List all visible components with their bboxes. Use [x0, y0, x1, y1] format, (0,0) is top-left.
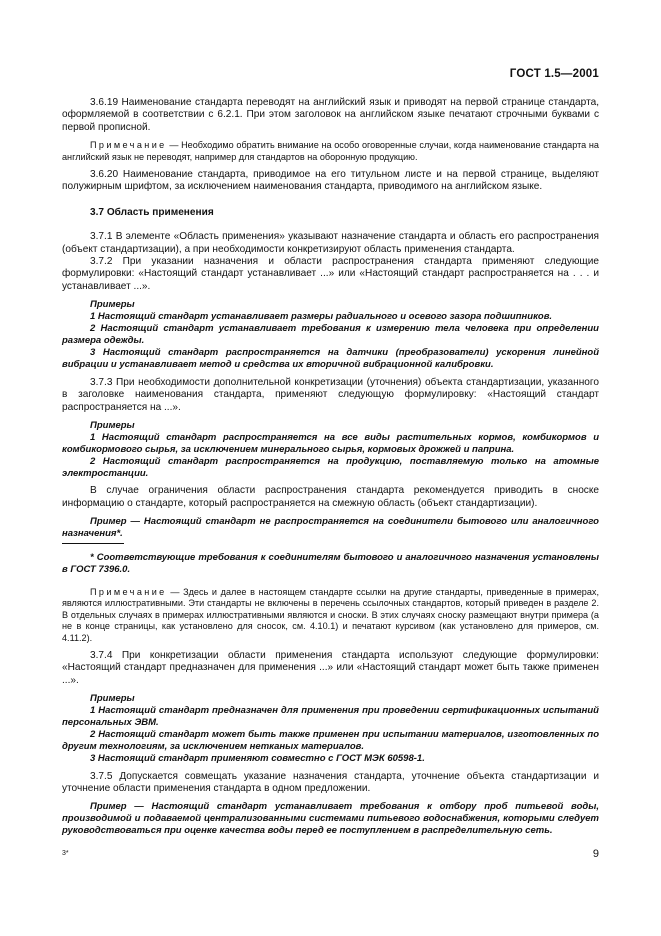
footer-mark: 3*	[62, 850, 69, 857]
example-item: 3 Настоящий стандарт применяют совместно с ГОСТ МЭК 60598-1.	[90, 752, 425, 764]
example-item: 2 Настоящий стандарт устанавливает требования к измерению тела человека при определении размера одежды.	[62, 323, 599, 346]
example-single: Пример — Настоящий стандарт не распространяется на соединители бытового или аналогичного назначения*.	[62, 516, 599, 540]
example-item: 1 Настоящий стандарт предназначен для применения при проведении сертификационных испытаний персональных ЭВМ.	[62, 705, 599, 728]
paragraph-3-7-2: 3.7.2 При указании назначения и области распространения стандарта применяют следующие формулировки: «Настоящий стандарт устанавливает ...» или «Настоящий стандарт распространяется на . . . и устанавливает ...».	[62, 256, 599, 292]
note-text: — Здесь и далее в настоящем стандарте ссылки на другие стандарты, приведенные в примерах, являются иллюстративными. Эти стандарты не включены в перечень ссылочных стандартов, который приведен в разделе 2. В отдельных случаях в примерах иллюстративными являются и сноски. В этих случаях сноску размещают внутри примера (а не в конце страницы, как установлено для сносок, см. 4.10.1) и печатают курсивом (как установлено для примеров, см. 4.11.2).	[62, 586, 599, 643]
page-number: 9	[592, 848, 599, 860]
standard-code-header: ГОСТ 1.5—2001	[509, 68, 599, 80]
paragraph-3-7-3: 3.7.3 При необходимости дополнительной конкретизации (уточнения) объекта стандартизации, указанного в заголовке наименования стандарта, применяют следующую формулировку: «Настоящий стандарт распространяется на ...».	[62, 376, 599, 413]
example-item: 2 Настоящий стандарт может быть также применен при испытании материалов, изготовленных по другим технологиям, за исключением нетканых материалов.	[62, 728, 599, 752]
paragraph-3-7-4: 3.7.4 При конкретизации области применения стандарта используют следующие формулировки: «Настоящий стандарт предназначен для применения ...» или «Настоящий стандарт может быть также применен ...».	[62, 649, 599, 686]
examples-heading: Примеры	[90, 299, 135, 311]
example-item: 1 Настоящий стандарт устанавливает размеры радиального и осевого зазора подшипников.	[90, 311, 553, 323]
note-text: — Необходимо обратить внимание на особо оговоренные случаи, когда наименование стандарта на английский язык не переводят, например для стандартов на оборонную продукцию.	[62, 140, 599, 162]
note-1	[62, 140, 599, 163]
note-label: Примечание	[90, 140, 167, 151]
footnote-divider	[62, 543, 124, 544]
footnote: * Соответствующие требования к соединителям бытового и аналогичного назначения установлены в ГОСТ 7396.0.	[62, 552, 599, 575]
example-item: 2 Настоящий стандарт распространяется на продукцию, поставляемую только на атомные электростанции.	[62, 455, 599, 479]
example-single: Пример — Настоящий стандарт устанавливает требования к отбору проб питьевой воды, производимой и подаваемой централизованными системами питьевого водоснабжения, которыми следует руководствоваться при оценке качества воды перед ее поступлением в распределительную сеть.	[62, 801, 599, 837]
paragraph-3-6-19: 3.6.19 Наименование стандарта переводят на английский язык и приводят на первой странице стандарта, оформляемой в соответствии с 6.2.1. При этом заголовок на английском языке печатают строчными буквами с первой прописной.	[62, 97, 599, 133]
paragraph-restriction: В случае ограничения области распространения стандарта рекомендуется приводить в сноске информацию о стандарте, который распространяется на смежную область (объект стандартизации).	[62, 485, 599, 509]
examples-heading: Примеры	[90, 419, 135, 431]
section-heading-3-7: 3.7 Область применения	[90, 206, 214, 218]
note-2	[62, 587, 599, 644]
example-item: 1 Настоящий стандарт распространяется на все виды растительных кормов, комбикормов и комбикормового сырья, за исключением минерального сырья, кормовых дрожжей и паприна.	[62, 431, 599, 455]
note-label: Примечание	[90, 586, 167, 597]
paragraph-3-6-20: 3.6.20 Наименование стандарта, приводимое на его титульном листе и на первой странице, выделяют полужирным шрифтом, за исключением наименования стандарта, приводимого на английском языке.	[62, 169, 599, 193]
page-content	[62, 97, 599, 837]
example-item: 3 Настоящий стандарт распространяется на датчики (преобразователи) ускорения линейной вибрации и устанавливает метод и средства их вторичной вибрационной калибровки.	[62, 346, 599, 370]
examples-heading: Примеры	[90, 693, 135, 705]
paragraph-3-7-1: 3.7.1 В элементе «Область применения» указывают назначение стандарта и область его распространения (объект стандартизации), а при необходимости конкретизируют область применения стандарта.	[62, 231, 599, 255]
paragraph-3-7-5: 3.7.5 Допускается совмещать указание назначения стандарта, уточнение объекта стандартизации и уточнение области применения стандарта в одном предложении.	[62, 770, 599, 794]
